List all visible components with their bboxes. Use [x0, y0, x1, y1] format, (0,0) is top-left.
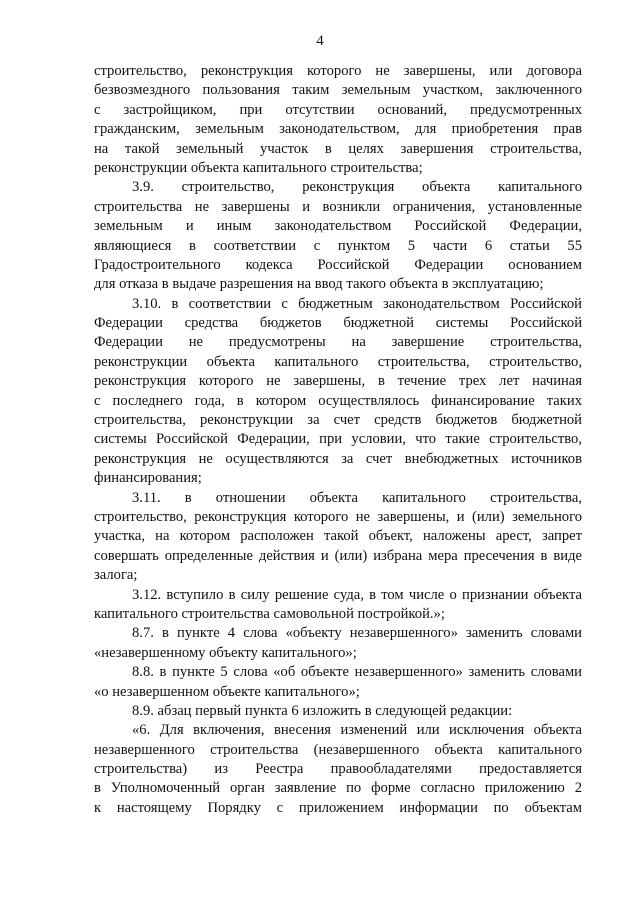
- text-line: совершать определенные действия и (или) избрана мера пресечения в виде: [94, 547, 582, 564]
- text-line: являющиеся в соответствии с пунктом 5 части 6 статьи 55: [94, 237, 582, 254]
- text-line: Федерации не предусмотрены на завершение строительства,: [94, 334, 582, 351]
- text-line: реконструкция которого не завершены, в течение трех лет начиная: [94, 373, 582, 390]
- text-line: в Уполномоченный орган заявление по форме согласно приложению 2: [94, 780, 582, 797]
- text-line: с застройщиком, при отсутствии оснований, предусмотренных: [94, 101, 582, 118]
- text-line: реконструкции объекта капитального строительства, строительство,: [94, 353, 582, 370]
- text-line: реконструкции объекта капитального строительства;: [94, 159, 423, 176]
- text-line: строительство, реконструкция которого не завершены, и (или) земельного: [94, 508, 582, 525]
- text-line: финансирования;: [94, 470, 202, 487]
- text-line: системы Российской Федерации, при условии, что такие строительство,: [94, 431, 582, 448]
- text-line: 8.9. абзац первый пункта 6 изложить в следующей редакции:: [132, 702, 513, 719]
- text-line: строительства не завершены и возникли ограничения, установленные: [94, 198, 582, 215]
- text-line: 3.11. в отношении объекта капитального строительства,: [132, 489, 582, 506]
- text-line: 8.7. в пункте 4 слова «объекту незавершенного» заменить словами: [132, 625, 582, 642]
- text-line: участка, на котором расположен такой объект, наложены арест, запрет: [94, 528, 582, 545]
- text-line: безвозмездного пользования таким земельным участком, заключенного: [94, 82, 582, 99]
- text-line: «незавершенному объекту капитального»;: [94, 644, 357, 661]
- text-line: 3.10. в соответствии с бюджетным законодательством Российской: [132, 295, 582, 312]
- text-line: 8.8. в пункте 5 слова «об объекте незавершенного» заменить словами: [132, 664, 582, 681]
- text-line: Федерации средства бюджетов бюджетной системы Российской: [94, 315, 582, 332]
- text-line: «6. Для включения, внесения изменений или исключения объекта: [132, 722, 582, 739]
- text-line: залога;: [94, 567, 138, 584]
- text-line: строительство, реконструкция которого не завершены, или договора: [94, 63, 582, 79]
- text-line: 3.9. строительство, реконструкция объекта капитального: [132, 179, 582, 196]
- text-line: гражданским, земельным законодательством, для приобретения прав: [94, 121, 582, 138]
- text-line: на такой земельный участок в целях завершения строительства,: [94, 140, 582, 157]
- text-line: земельным и иным законодательством Российской Федерации,: [94, 218, 582, 235]
- text-line: строительства, реконструкции за счет средств бюджетов бюджетной: [94, 412, 582, 429]
- document-body: [94, 62, 582, 818]
- text-line: незавершенного строительства (незавершенного объекта капитального: [94, 741, 582, 758]
- text-line: для отказа в выдаче разрешения на ввод такого объекта в эксплуатацию;: [94, 276, 544, 293]
- text-line: реконструкция не осуществляются за счет внебюджетных источников: [94, 450, 582, 467]
- text-line: с последнего года, в котором осуществлялось финансирование таких: [94, 392, 582, 409]
- text-line: строительства) из Реестра правообладателями предоставляется: [94, 761, 582, 778]
- text-line: «о незавершенном объекте капитального»;: [94, 683, 360, 700]
- text-line: Градостроительного кодекса Российской Федерации основанием: [94, 256, 582, 273]
- text-line: к настоящему Порядку с приложением информации по объектам: [94, 799, 582, 816]
- text-line: капитального строительства самовольной постройкой.»;: [94, 605, 445, 622]
- text-line: 3.12. вступило в силу решение суда, в том числе о признании объекта: [132, 586, 582, 603]
- page-number: 4: [316, 33, 324, 49]
